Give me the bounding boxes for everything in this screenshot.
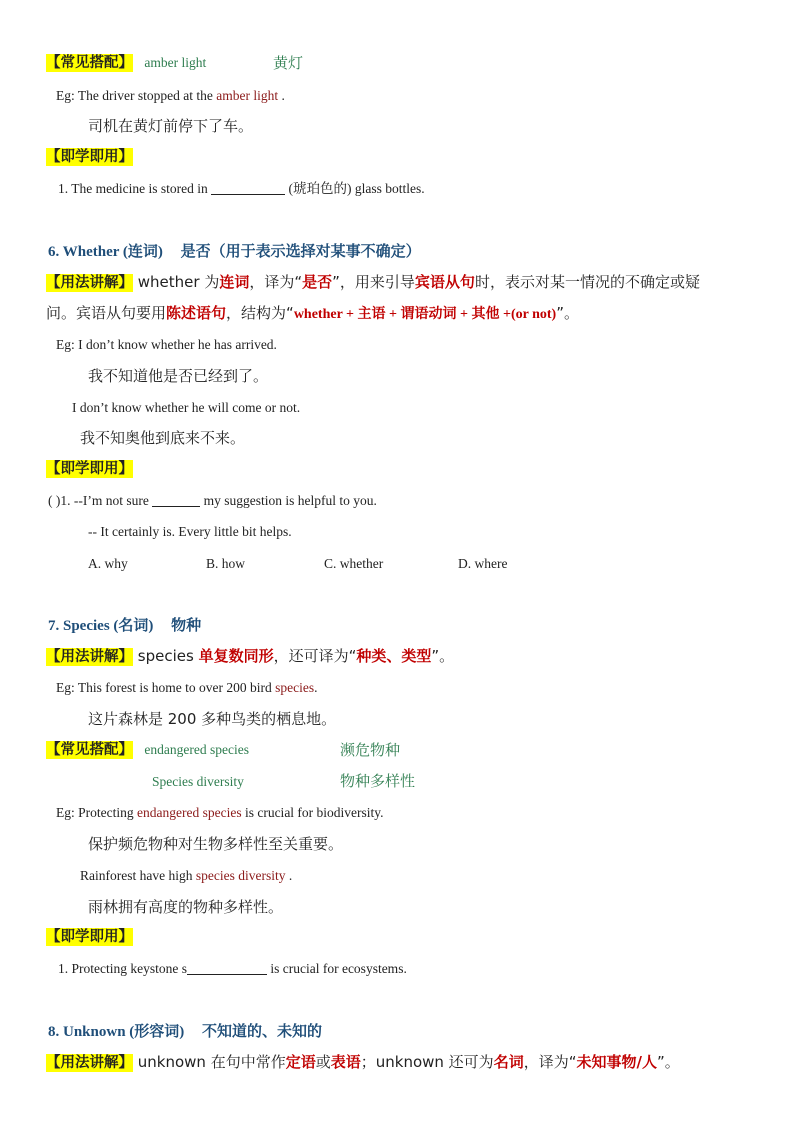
practice-tag-row	[46, 927, 133, 947]
example-sentence: Eg: I don’t know whether he has arrived.	[56, 337, 277, 352]
collocation-tag: 【常见搭配】	[46, 742, 133, 758]
example-sentence: Eg: This forest is home to over 200 bird species.	[56, 680, 318, 695]
example-translation: 这片森林是 200 多种鸟类的栖息地。	[88, 710, 337, 728]
section-title: 8. Unknown (形容词) 不知道的、未知的	[48, 1022, 323, 1040]
example-translation: 雨林拥有高度的物种多样性。	[88, 898, 284, 916]
practice-tag-row	[46, 459, 133, 479]
collocation-tag: 【常见搭配】	[46, 55, 133, 71]
example-translation: 我不知奥他到底来不来。	[80, 429, 246, 447]
collocation-en: endangered species	[144, 742, 249, 757]
practice-tag: 【即学即用】	[46, 461, 133, 477]
practice-tag: 【即学即用】	[46, 149, 133, 165]
practice-question: 1. Protecting keystone s is crucial for ecosystems.	[58, 961, 407, 976]
collocation-row	[46, 53, 206, 73]
collocation-cn: 濒危物种	[340, 741, 401, 759]
collocation-en: Species diversity	[152, 774, 244, 789]
answer-blank[interactable]	[152, 492, 200, 507]
example-sentence: Eg: Protecting endangered species is crucial for biodiversity.	[56, 805, 384, 820]
answer-blank[interactable]	[211, 180, 285, 195]
section-title: 6. Whether (连词) 是否（用于表示选择对某事不确定）	[48, 242, 421, 260]
option-d[interactable]: D. where	[458, 556, 508, 571]
practice-question: ( )1. --I’m not sure my suggestion is helpful to you.	[48, 493, 377, 508]
option-a[interactable]: A. why	[88, 556, 128, 571]
example-translation: 我不知道他是否已经到了。	[88, 367, 269, 385]
practice-tag: 【即学即用】	[46, 929, 133, 945]
option-b[interactable]: B. how	[206, 556, 246, 571]
collocation-cn: 物种多样性	[340, 772, 416, 790]
usage-line-2: 问。宾语从句要用陈述语句，结构为“whether + 主语 + 谓语动词 + 其他 +(or not)”。	[46, 304, 579, 322]
example-sentence: Rainforest have high species diversity .	[80, 868, 293, 883]
example-translation: 司机在黄灯前停下了车。	[88, 117, 254, 135]
example-sentence: Eg: The driver stopped at the amber light .	[56, 88, 285, 103]
answer-blank[interactable]	[187, 960, 267, 975]
practice-reply: -- It certainly is. Every little bit helps.	[88, 524, 292, 539]
usage-tag: 【用法讲解】	[46, 649, 133, 665]
usage-line: 【用法讲解】 unknown 在句中常作定语或表语；unknown 还可为名词，译为“未知事物/人”。	[46, 1053, 680, 1071]
usage-line: 【用法讲解】 whether 为连词，译为“是否”，用来引导宾语从句时，表示对某一情况的不确定或疑	[46, 273, 700, 291]
practice-tag-row	[46, 147, 133, 167]
example-sentence: I don’t know whether he will come or not.	[72, 400, 301, 415]
section-title: 7. Species (名词) 物种	[48, 616, 202, 634]
practice-question: 1. The medicine is stored in (琥珀色的) glass bottles.	[58, 181, 425, 196]
usage-tag: 【用法讲解】	[46, 1055, 133, 1071]
collocation-cn: 黄灯	[273, 54, 304, 72]
usage-tag: 【用法讲解】	[46, 275, 133, 291]
collocation-row	[46, 740, 249, 760]
usage-line: 【用法讲解】 species 单复数同形，还可译为“种类、类型”。	[46, 647, 455, 665]
collocation-en: amber light	[144, 55, 207, 70]
option-c[interactable]: C. whether	[324, 556, 384, 571]
example-translation: 保护频危物种对生物多样性至关重要。	[88, 835, 344, 853]
